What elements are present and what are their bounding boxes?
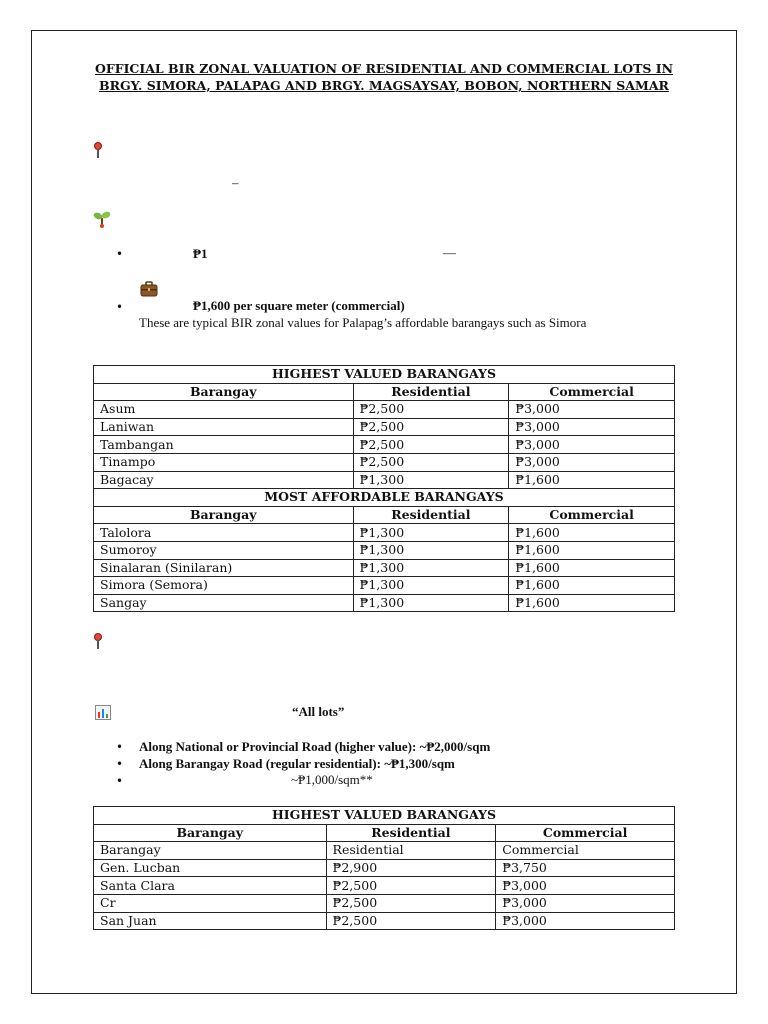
barangay-cell: Sumoroy — [94, 541, 354, 559]
bar-chart-icon — [95, 705, 111, 723]
commercial-cell: ₱3,000 — [509, 453, 675, 471]
commercial-cell: ₱1,600 — [509, 471, 675, 489]
residential-cell: ₱2,500 — [326, 894, 496, 912]
table-heading: HIGHEST VALUED BARANGAYS — [94, 807, 675, 825]
column-header: Barangay — [94, 824, 327, 842]
bullet-text: Along Barangay Road (regular residential): ~₱1,300/sqm — [139, 756, 455, 771]
commercial-cell: ₱1,600 — [509, 524, 675, 542]
column-header: Commercial — [509, 383, 675, 401]
barangay-cell: Tinampo — [94, 453, 354, 471]
column-header: Residential — [353, 383, 509, 401]
residential-cell: ₱2,500 — [353, 453, 509, 471]
commercial-cell: ₱3,000 — [496, 894, 675, 912]
emdash-text: — — [443, 245, 456, 260]
residential-cell: ₱1,300 — [353, 471, 509, 489]
document-title — [0, 60, 768, 94]
residential-cell: ₱2,500 — [353, 436, 509, 454]
barangay-cell: Tambangan — [94, 436, 354, 454]
residential-cell: ₱1,300 — [353, 594, 509, 612]
seedling-icon — [93, 210, 111, 231]
column-header: Commercial — [496, 824, 675, 842]
commercial-cell: ₱1,600 — [509, 577, 675, 595]
commercial-cell: ₱1,600 — [509, 594, 675, 612]
table-row — [94, 842, 675, 860]
bullet-dot: • — [116, 300, 124, 314]
table-row — [94, 894, 675, 912]
zonal-value-table-2 — [93, 806, 675, 930]
column-header: Residential — [326, 824, 496, 842]
commercial-cell: Commercial — [496, 842, 675, 860]
bullet-text: ₱1 — [193, 246, 208, 261]
residential-cell: ₱2,900 — [326, 859, 496, 877]
table-row — [94, 436, 675, 454]
column-header: Residential — [353, 506, 509, 524]
all-lots-text: “All lots” — [292, 704, 345, 719]
pushpin-icon — [93, 633, 103, 652]
commercial-cell: ₱3,000 — [496, 877, 675, 895]
column-header: Barangay — [94, 506, 354, 524]
bullet-dot: • — [116, 247, 124, 261]
residential-cell: ₱1,300 — [353, 559, 509, 577]
commercial-cell: ₱1,600 — [509, 541, 675, 559]
residential-cell: ₱2,500 — [326, 877, 496, 895]
commercial-cell: ₱3,000 — [509, 401, 675, 419]
residential-cell: ₱1,300 — [353, 524, 509, 542]
dash-text: – — [232, 175, 239, 190]
residential-cell: Residential — [326, 842, 496, 860]
table-heading: MOST AFFORDABLE BARANGAYS — [94, 489, 675, 507]
table-row — [94, 418, 675, 436]
table-row — [94, 859, 675, 877]
bullet-dot: • — [116, 757, 124, 771]
table-row — [94, 577, 675, 595]
table-heading: HIGHEST VALUED BARANGAYS — [94, 366, 675, 384]
barangay-cell: San Juan — [94, 912, 327, 930]
barangay-cell: Laniwan — [94, 418, 354, 436]
commercial-cell: ₱3,000 — [496, 912, 675, 930]
table-row — [94, 471, 675, 489]
table-row — [94, 594, 675, 612]
table-row — [94, 524, 675, 542]
barangay-cell: Bagacay — [94, 471, 354, 489]
commercial-cell: ₱1,600 — [509, 559, 675, 577]
bullet-text: ₱1,600 per square meter (commercial) — [193, 298, 405, 313]
residential-cell: ₱2,500 — [326, 912, 496, 930]
barangay-cell: Talolora — [94, 524, 354, 542]
barangay-cell: Santa Clara — [94, 877, 327, 895]
bullet-dot: • — [116, 774, 124, 788]
barangay-cell: Cr — [94, 894, 327, 912]
residential-cell: ₱1,300 — [353, 541, 509, 559]
bullet-text: ~₱1,000/sqm** — [291, 772, 373, 787]
residential-cell: ₱2,500 — [353, 418, 509, 436]
title-line-2: BRGY. SIMORA, PALAPAG AND BRGY. MAGSAYSAY, BOBON, NORTHERN SAMAR — [99, 78, 669, 93]
residential-cell: ₱2,500 — [353, 401, 509, 419]
table-row — [94, 453, 675, 471]
barangay-cell: Asum — [94, 401, 354, 419]
title-line-1: OFFICIAL BIR ZONAL VALUATION OF RESIDENTIAL AND COMMERCIAL LOTS IN — [94, 61, 674, 76]
table-row — [94, 401, 675, 419]
commercial-cell: ₱3,750 — [496, 859, 675, 877]
table-row — [94, 541, 675, 559]
barangay-cell: Gen. Lucban — [94, 859, 327, 877]
barangay-cell: Barangay — [94, 842, 327, 860]
commercial-cell: ₱3,000 — [509, 418, 675, 436]
residential-cell: ₱1,300 — [353, 577, 509, 595]
barangay-cell: Simora (Semora) — [94, 577, 354, 595]
commercial-cell: ₱3,000 — [509, 436, 675, 454]
bullet-text: Along National or Provincial Road (higher value): ~₱2,000/sqm — [139, 739, 491, 754]
barangay-cell: Sangay — [94, 594, 354, 612]
zonal-value-table — [93, 365, 675, 612]
table-row — [94, 877, 675, 895]
column-header: Commercial — [509, 506, 675, 524]
bullet-note: These are typical BIR zonal values for Palapag’s affordable barangays such as Simora — [139, 315, 587, 330]
column-header: Barangay — [94, 383, 354, 401]
barangay-cell: Sinalaran (Sinilaran) — [94, 559, 354, 577]
pushpin-icon — [93, 142, 103, 161]
briefcase-icon — [140, 281, 158, 300]
table-row — [94, 559, 675, 577]
bullet-dot: • — [116, 740, 124, 754]
table-row — [94, 912, 675, 930]
